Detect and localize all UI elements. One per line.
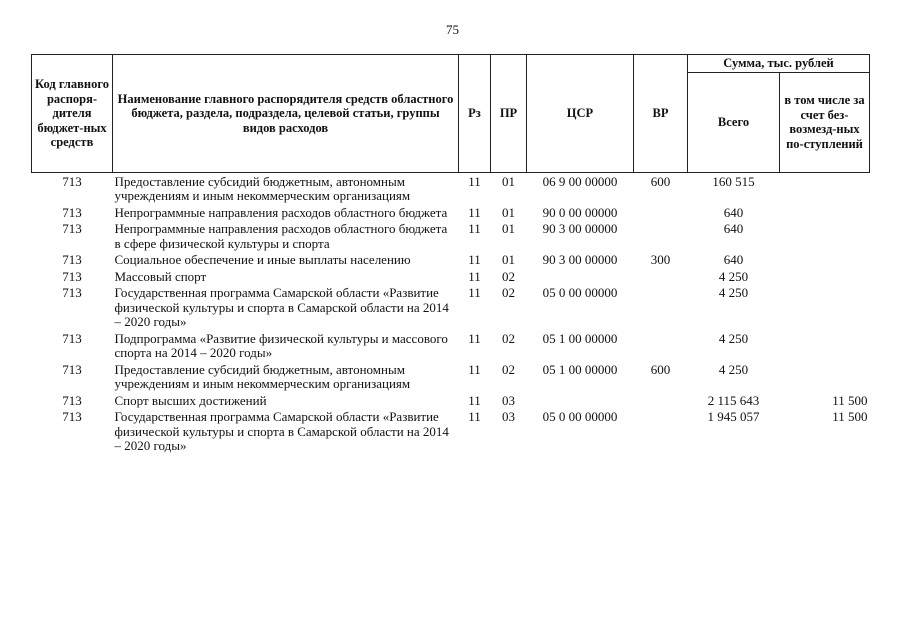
cell-grants — [780, 361, 870, 392]
table-header — [32, 55, 870, 173]
budget-table — [31, 54, 870, 454]
cell-csr: 05 0 00 00000 — [542, 409, 618, 424]
cell-pr: 03 — [502, 409, 515, 424]
cell-csr: 05 1 00 00000 — [542, 330, 618, 346]
cell-csr: 90 3 00 00000 — [542, 252, 618, 267]
cell-name: Предоставление субсидий бюджетным, автономным учреждениям и иным некоммерческим организациям — [114, 361, 411, 391]
cell-name: Непрограммные направления расходов областного бюджета — [114, 204, 448, 220]
cell-code: 713 — [62, 252, 82, 267]
cell-grants — [780, 330, 870, 361]
cell-pr: 01 — [502, 173, 515, 189]
table-row — [32, 408, 870, 454]
cell-pr: 02 — [502, 285, 515, 300]
cell-grants — [780, 172, 870, 204]
table-row — [32, 361, 870, 392]
table-row — [32, 172, 870, 204]
cell-grants: 11 500 — [832, 409, 868, 424]
cell-vr: 600 — [650, 361, 671, 377]
cell-csr: 05 1 00 00000 — [542, 361, 618, 377]
cell-pr: 02 — [502, 361, 515, 377]
cell-rz: 11 — [468, 361, 481, 377]
cell-rz: 11 — [468, 221, 481, 236]
cell-total: 4 250 — [718, 361, 749, 377]
cell-name: Социальное обеспечение и иные выплаты населению — [114, 252, 411, 267]
cell-vr — [634, 284, 688, 330]
cell-total: 160 515 — [712, 173, 755, 189]
cell-code: 713 — [62, 409, 82, 424]
cell-vr — [634, 268, 688, 285]
cell-name: Подпрограмма «Развитие физической культуры и массового спорта на 2014 – 2020 годы» — [114, 330, 448, 360]
table-row — [32, 204, 870, 221]
cell-vr — [634, 204, 688, 221]
cell-rz: 11 — [468, 173, 481, 189]
cell-name: Непрограммные направления расходов областного бюджета в сфере физической культуры и спорта — [114, 221, 448, 251]
cell-total: 4 250 — [718, 285, 749, 300]
cell-rz: 11 — [468, 285, 481, 300]
cell-pr: 01 — [502, 252, 515, 267]
cell-grants — [780, 220, 870, 251]
cell-name: Государственная программа Самарской области «Развитие физической культуры и спорта в Самарской области на 2014 – 2020 годы» — [114, 285, 449, 329]
cell-rz: 11 — [468, 268, 481, 284]
cell-code: 713 — [62, 268, 82, 284]
cell-pr: 01 — [502, 221, 515, 236]
cell-total: 640 — [723, 252, 744, 267]
cell-rz: 11 — [468, 252, 481, 267]
cell-name: Массовый спорт — [114, 268, 207, 284]
cell-rz: 11 — [468, 409, 481, 424]
cell-pr: 01 — [502, 204, 515, 220]
cell-vr: 600 — [650, 173, 671, 189]
header-sum: Сумма, тыс. рублей — [688, 55, 870, 73]
header-total: Всего — [688, 72, 780, 172]
cell-vr — [634, 392, 688, 409]
cell-total: 1 945 057 — [707, 409, 760, 424]
table-row — [32, 268, 870, 285]
cell-rz: 11 — [468, 330, 481, 346]
cell-csr: 90 0 00 00000 — [542, 204, 618, 220]
cell-vr — [634, 330, 688, 361]
cell-rz: 11 — [468, 204, 481, 220]
cell-name: Спорт высших достижений — [114, 392, 267, 408]
cell-pr: 03 — [502, 392, 515, 408]
cell-total: 4 250 — [718, 330, 749, 346]
cell-pr: 02 — [502, 330, 515, 346]
table-row — [32, 220, 870, 251]
cell-grants: 11 500 — [832, 392, 868, 408]
page-number: 75 — [446, 22, 459, 37]
cell-name: Предоставление субсидий бюджетным, автономным учреждениям и иным некоммерческим организациям — [114, 173, 411, 203]
cell-total: 4 250 — [718, 268, 749, 284]
cell-name: Государственная программа Самарской области «Развитие физической культуры и спорта в Самарской области на 2014 – 2020 годы» — [114, 409, 449, 453]
cell-csr: 90 3 00 00000 — [542, 221, 618, 236]
cell-vr — [634, 220, 688, 251]
cell-csr — [527, 392, 634, 409]
cell-code: 713 — [62, 173, 82, 189]
cell-code: 713 — [62, 392, 82, 408]
cell-code: 713 — [62, 330, 82, 346]
cell-total: 640 — [723, 221, 744, 236]
cell-grants — [780, 204, 870, 221]
cell-total: 640 — [723, 204, 744, 220]
cell-total: 2 115 643 — [707, 392, 760, 408]
cell-code: 713 — [62, 204, 82, 220]
cell-code: 713 — [62, 285, 82, 300]
table-body — [32, 172, 870, 454]
header-grants: в том числе за счет без-возмезд-ных по-ступлений — [780, 72, 870, 172]
cell-vr: 300 — [650, 252, 671, 267]
header-csr: ЦСР — [527, 55, 634, 173]
cell-code: 713 — [62, 361, 82, 377]
cell-csr — [527, 268, 634, 285]
table-row — [32, 330, 870, 361]
header-pr: ПР — [491, 55, 527, 173]
table-row — [32, 284, 870, 330]
table-row — [32, 392, 870, 409]
cell-csr: 05 0 00 00000 — [542, 285, 618, 300]
header-rz: Рз — [459, 55, 491, 173]
cell-rz: 11 — [468, 392, 481, 408]
cell-vr — [634, 408, 688, 454]
cell-grants — [780, 251, 870, 268]
cell-code: 713 — [62, 221, 82, 236]
cell-csr: 06 9 00 00000 — [542, 173, 618, 189]
header-code: Код главного распоря-дителя бюджет-ных средств — [32, 55, 113, 173]
cell-grants — [780, 268, 870, 285]
cell-pr: 02 — [502, 268, 515, 284]
header-vr: ВР — [634, 55, 688, 173]
header-name: Наименование главного распорядителя средств областного бюджета, раздела, подраздела, целевой статьи, группы видов расходов — [113, 55, 459, 173]
table-row — [32, 251, 870, 268]
cell-grants — [780, 284, 870, 330]
